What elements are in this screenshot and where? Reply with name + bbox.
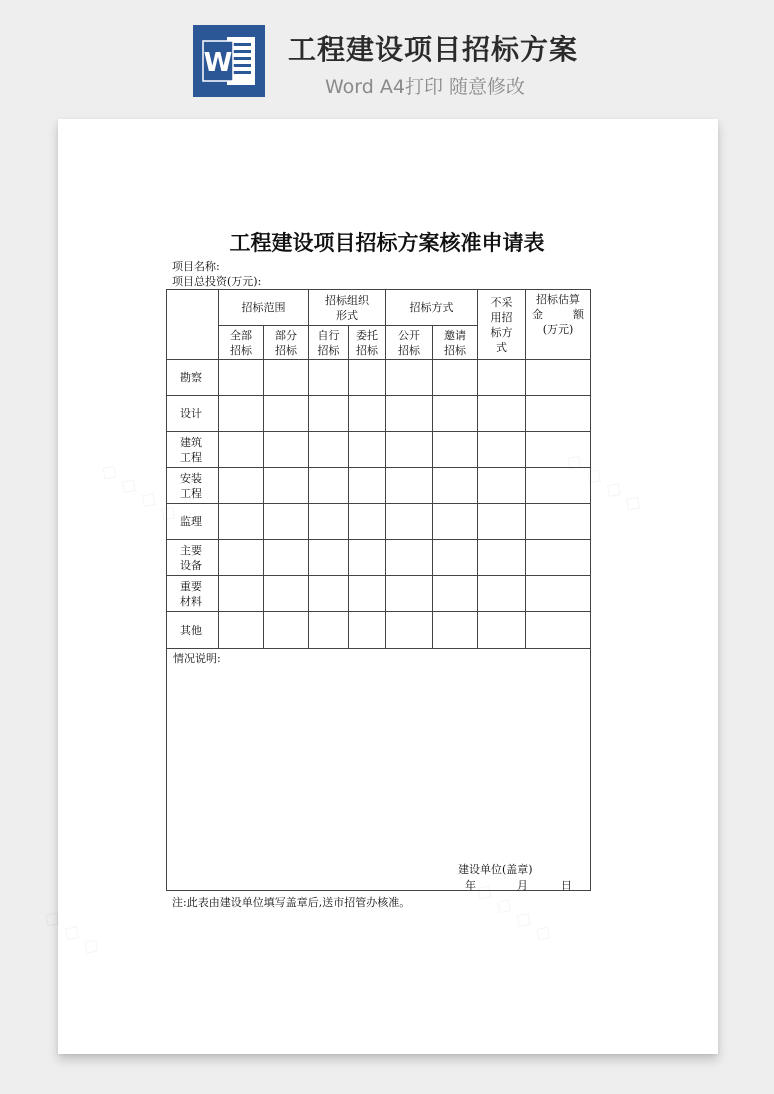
input-cell[interactable] [386, 504, 433, 540]
input-cell[interactable] [219, 612, 264, 649]
notes-label: 情况说明: [173, 652, 221, 665]
input-cell[interactable] [526, 612, 591, 649]
word-icon [193, 25, 265, 97]
banner-title: 工程建设项目招标方案 [288, 33, 579, 66]
input-cell[interactable] [433, 468, 478, 504]
header-no-tender-line3: 标方 [490, 325, 513, 339]
date-line [465, 878, 572, 893]
input-cell[interactable] [349, 360, 386, 396]
input-cell[interactable] [219, 504, 264, 540]
row-label: 其他 [167, 612, 219, 649]
input-cell[interactable] [264, 432, 309, 468]
input-cell[interactable] [386, 612, 433, 649]
input-cell[interactable] [264, 540, 309, 576]
header-org-line1: 招标组织 [325, 293, 369, 307]
header-estimate-line2b: 额 [573, 308, 584, 321]
word-icon-letter: W [203, 48, 233, 78]
input-cell[interactable] [309, 396, 349, 432]
input-cell[interactable] [386, 540, 433, 576]
input-cell[interactable] [264, 576, 309, 612]
footnote: 注:此表由建设单位填写盖章后,送市招管办核准。 [172, 896, 411, 909]
input-cell[interactable] [433, 504, 478, 540]
input-cell[interactable] [349, 468, 386, 504]
table-row [167, 360, 591, 396]
input-cell[interactable] [264, 360, 309, 396]
input-cell[interactable] [433, 432, 478, 468]
input-cell[interactable] [309, 432, 349, 468]
input-cell[interactable] [478, 504, 526, 540]
header-method-invite: 邀请 招标 [433, 326, 478, 360]
header-corner-cell [167, 290, 219, 360]
input-cell[interactable] [526, 468, 591, 504]
input-cell[interactable] [478, 396, 526, 432]
notes-cell[interactable] [167, 649, 591, 891]
input-cell[interactable] [478, 612, 526, 649]
input-cell[interactable] [526, 576, 591, 612]
input-cell[interactable] [433, 612, 478, 649]
header-method: 招标方式 [386, 290, 478, 326]
input-cell[interactable] [478, 432, 526, 468]
input-cell[interactable] [219, 432, 264, 468]
header-estimate [526, 290, 591, 360]
input-cell[interactable] [349, 612, 386, 649]
input-cell[interactable] [264, 396, 309, 432]
input-cell[interactable] [478, 540, 526, 576]
input-cell[interactable] [219, 576, 264, 612]
input-cell[interactable] [526, 540, 591, 576]
input-cell[interactable] [309, 576, 349, 612]
input-cell[interactable] [386, 360, 433, 396]
header-no-tender-line1: 不采 [490, 295, 513, 309]
input-cell[interactable] [478, 576, 526, 612]
input-cell[interactable] [264, 468, 309, 504]
input-cell[interactable] [526, 504, 591, 540]
header-scope: 招标范围 [219, 290, 309, 326]
header-estimate-line2a: 金 [532, 308, 543, 321]
input-cell[interactable] [526, 396, 591, 432]
row-label: 设计 [167, 396, 219, 432]
header-org-entrust: 委托 招标 [349, 326, 386, 360]
input-cell[interactable] [219, 468, 264, 504]
header-org-self: 自行 招标 [309, 326, 349, 360]
input-cell[interactable] [349, 504, 386, 540]
input-cell[interactable] [349, 576, 386, 612]
input-cell[interactable] [219, 396, 264, 432]
header-scope-all: 全部 招标 [219, 326, 264, 360]
table-row [167, 612, 591, 649]
input-cell[interactable] [309, 540, 349, 576]
table-row [167, 396, 591, 432]
header-scope-part: 部分 招标 [264, 326, 309, 360]
total-investment-label: 项目总投资(万元): [172, 275, 262, 288]
input-cell[interactable] [219, 540, 264, 576]
input-cell[interactable] [386, 576, 433, 612]
row-label: 安装 工程 [167, 468, 219, 504]
row-label: 重要 材料 [167, 576, 219, 612]
input-cell[interactable] [433, 576, 478, 612]
input-cell[interactable] [478, 468, 526, 504]
row-label: 监理 [167, 504, 219, 540]
input-cell[interactable] [433, 396, 478, 432]
table-row [167, 576, 591, 612]
header-estimate-line1: 招标估算 [536, 293, 580, 306]
document-title: 工程建设项目招标方案核准申请表 [229, 230, 545, 255]
input-cell[interactable] [309, 360, 349, 396]
header-no-tender [478, 290, 526, 360]
input-cell[interactable] [349, 432, 386, 468]
header-estimate-line3: (万元) [542, 323, 574, 336]
date-day: 日 [561, 879, 572, 892]
input-cell[interactable] [433, 540, 478, 576]
application-form-table [166, 289, 591, 891]
input-cell[interactable] [386, 468, 433, 504]
input-cell[interactable] [219, 360, 264, 396]
header-org-form [309, 290, 386, 326]
input-cell[interactable] [349, 540, 386, 576]
input-cell[interactable] [386, 432, 433, 468]
input-cell[interactable] [309, 468, 349, 504]
input-cell[interactable] [349, 396, 386, 432]
table-row [167, 468, 591, 504]
table-row [167, 540, 591, 576]
input-cell[interactable] [386, 396, 433, 432]
row-label: 勘察 [167, 360, 219, 396]
table-row [167, 504, 591, 540]
row-label: 主要 设备 [167, 540, 219, 576]
header-no-tender-line4: 式 [496, 340, 507, 354]
project-name-label: 项目名称: [172, 260, 220, 273]
input-cell[interactable] [433, 360, 478, 396]
unit-seal-label: 建设单位(盖章) [458, 863, 533, 876]
input-cell[interactable] [478, 360, 526, 396]
banner-subtitle: Word A4打印 随意修改 [325, 76, 526, 98]
input-cell[interactable] [264, 612, 309, 649]
header-org-line2: 形式 [336, 308, 358, 322]
date-month: 月 [517, 879, 528, 892]
row-label: 建筑 工程 [167, 432, 219, 468]
date-year: 年 [465, 879, 476, 892]
input-cell[interactable] [526, 432, 591, 468]
input-cell[interactable] [309, 612, 349, 649]
input-cell[interactable] [309, 504, 349, 540]
table-row [167, 432, 591, 468]
banner [0, 0, 774, 112]
header-method-open: 公开 招标 [386, 326, 433, 360]
input-cell[interactable] [526, 360, 591, 396]
header-no-tender-line2: 用招 [490, 310, 513, 324]
input-cell[interactable] [264, 504, 309, 540]
